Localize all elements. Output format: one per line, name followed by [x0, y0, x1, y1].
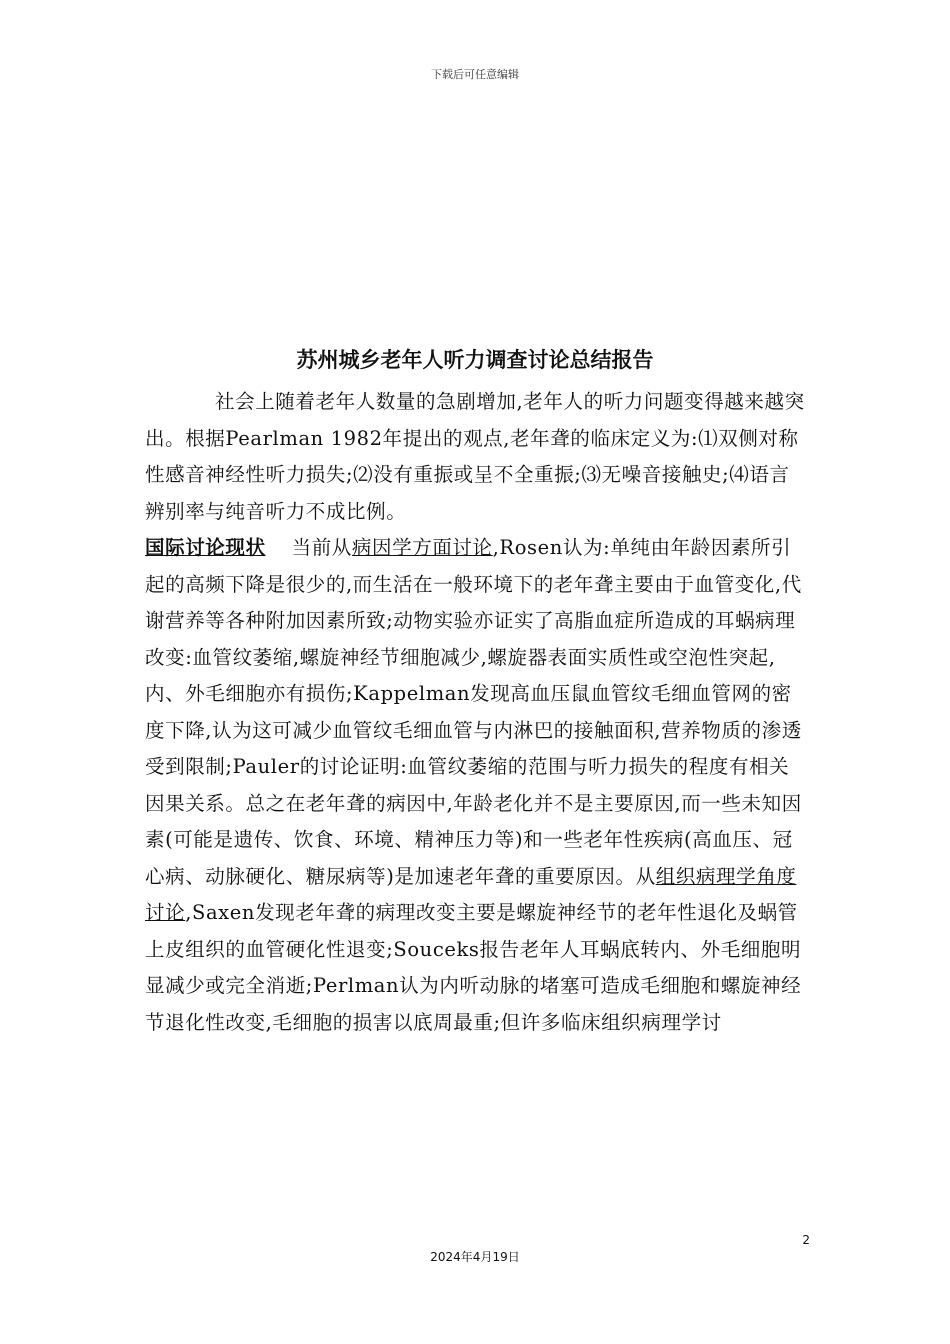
page-number: 2 [802, 1233, 810, 1247]
section-paragraph [145, 530, 809, 1041]
section-lead: 当前从 [291, 536, 352, 559]
histopathology-term: 组织病理学角度讨论 [145, 864, 797, 924]
document-title: 苏州城乡老年人听力调查讨论总结报告 [296, 348, 654, 372]
section-text-1: ,Rosen认为:单纯由年龄因素所引起的高频下降是很少的,而生活在一般环境下的老年聋主要由于血管变化,代谢营养等各种附加因素所致;动物实验亦证实了高脂血症所造成的耳蜗病理改变:血管纹萎缩,螺旋神经节细胞减少,螺旋器表面实质性或空泡性突起,内、外毛细胞亦有损伤;Kappelman发现高血压鼠血管纹毛细血管网的密度下降,认为这可减少血管纹毛细血管与内淋巴的接触面积,营养物质的渗透受到限制;Pauler的讨论证明:血管纹萎缩的范围与听力损失的程度有相关因果关系。总之在老年聋的病因中,年龄老化并不是主要原因,而一些未知因素(可能是遗传、饮食、环境、精神压力等)和一些老年性疾病(高血压、冠心病、动脉硬化、糖尿病等)是加速老年聋的重要原因。从 [145, 536, 802, 888]
header-note: 下载后可任意编辑 [431, 68, 519, 81]
footer-date: 2024年4月19日 [430, 1250, 520, 1264]
section-heading: 国际讨论现状 [145, 536, 266, 559]
document-body [145, 384, 809, 1041]
section-text-2: ,Saxen发现老年聋的病理改变主要是螺旋神经节的老年性退化及蜗管上皮组织的血管硬化性退变;Souceks报告老年人耳蜗底转内、外毛细胞明显减少或完全消逝;Perlman认为内听动脉的堵塞可造成毛细胞和螺旋神经节退化性改变,毛细胞的损害以底周最重;但许多临床组织病理学讨 [145, 901, 802, 1034]
etiology-term: 病因学方面讨论 [351, 536, 493, 559]
intro-paragraph: 社会上随着老年人数量的急剧增加,老年人的听力问题变得越来越突出。根据Pearlman 1982年提出的观点,老年聋的临床定义为:⑴双侧对称性感音神经性听力损失;⑵没有重振或呈不全重振;⑶无噪音接触史;⑷语言辨别率与纯音听力不成比例。 [145, 390, 805, 523]
